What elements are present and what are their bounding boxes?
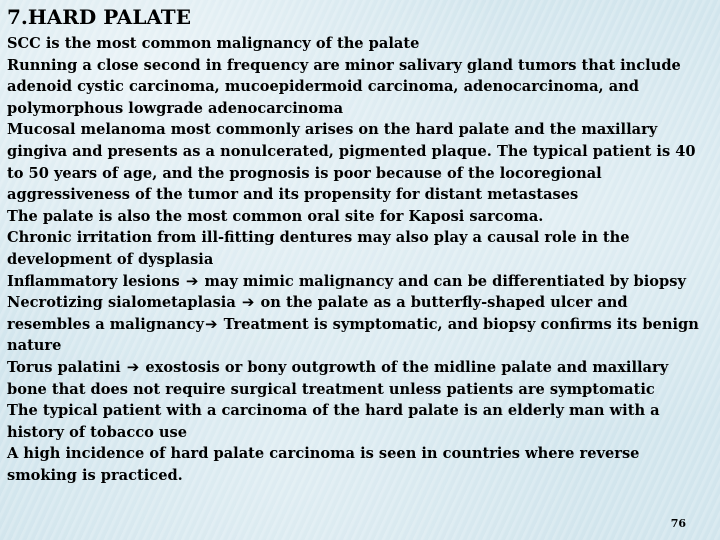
paragraph-kaposi: The palate is also the most common oral site for Kaposi sarcoma.	[7, 207, 544, 225]
paragraph-melanoma-prognosis: to 50 years of age, and the prognosis is poor because of the locoregional aggressiveness of the tumor and its propensity for distant metastases	[7, 164, 602, 204]
inflammatory-rest: may mimic malignancy and can be differentiated by biopsy	[199, 272, 686, 290]
sialometaplasia-mid: on the palate as a butterfly-shaped ulcer and resembles a malignancy	[7, 294, 628, 333]
torus-lead: Torus palatini	[7, 358, 126, 376]
paragraph-sialometaplasia	[7, 292, 713, 357]
sialometaplasia-rest: Treatment is symptomatic, and biopsy confirms its benign nature	[7, 315, 699, 355]
paragraph-inflammatory	[7, 271, 713, 293]
paragraph-salivary-tumors: Running a close second in frequency are minor salivary gland tumors that include adenoid cystic carcinoma, mucoepidermoid carcinoma, adenocarcinoma, and polymorphous lowgrade adenocarcinoma	[7, 56, 681, 117]
arrow-right-icon: ➔	[205, 314, 218, 333]
slide-title: 7.HARD PALATE	[7, 5, 191, 29]
slide-body	[7, 33, 713, 486]
paragraph-torus	[7, 357, 713, 400]
paragraph-reverse-smoking: A high incidence of hard palate carcinoma is seen in countries where reverse smoking is practiced.	[7, 445, 640, 484]
arrow-right-icon: ➔	[185, 271, 199, 290]
inflammatory-lead: Inflammatory lesions	[7, 272, 185, 290]
arrow-right-icon: ➔	[241, 293, 255, 312]
page-number: 76	[670, 517, 686, 530]
paragraph-typical-patient: The typical patient with a carcinoma of the hard palate is an elderly man with a history of tobacco use	[7, 402, 660, 441]
arrow-right-icon: ➔	[126, 357, 140, 376]
paragraph-dentures: Chronic irritation from ill-fitting dentures may also play a causal role in the development of dysplasia	[7, 229, 630, 268]
paragraph-scc: SCC is the most common malignancy of the palate	[7, 35, 420, 52]
torus-rest: exostosis or bony outgrowth of the midline palate and maxillary bone that does not require surgical treatment unless patients are symptomatic	[7, 358, 669, 398]
paragraph-melanoma: Mucosal melanoma most commonly arises on the hard palate and the maxillary gingiva and presents as a nonulcerated, pigmented plaque. The typical patient is 40	[7, 121, 696, 160]
sialometaplasia-lead: Necrotizing sialometaplasia	[7, 294, 241, 312]
